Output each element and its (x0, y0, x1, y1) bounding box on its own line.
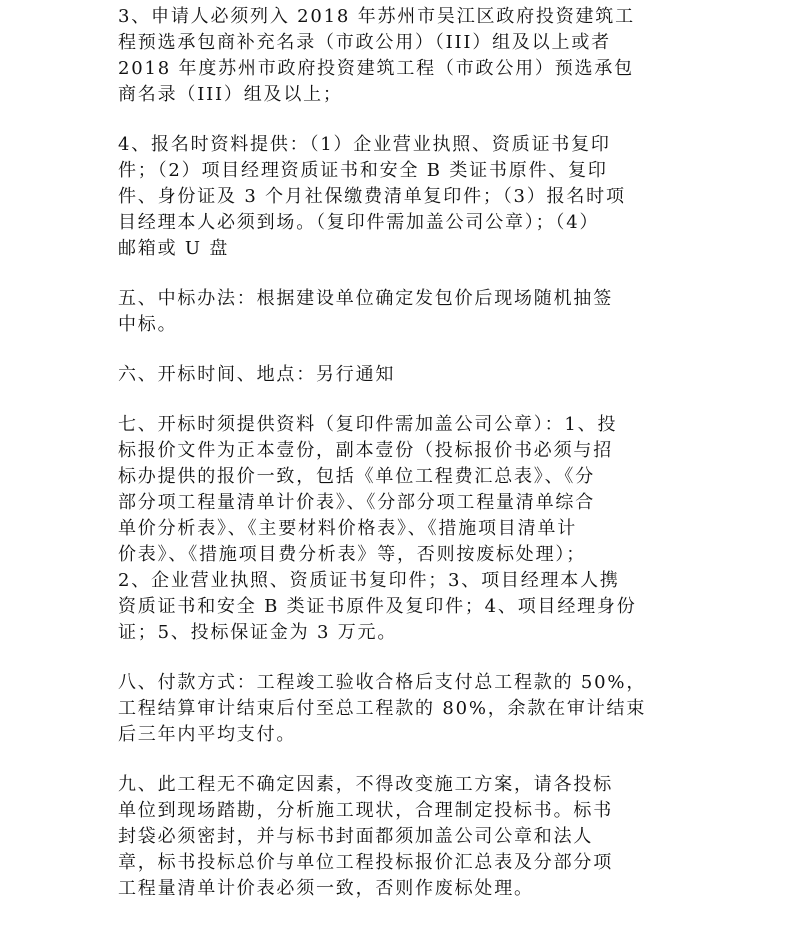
document-page (118, 4, 678, 926)
text-line: 件、身份证及 3 个月社保缴费清单复印件；（3）报名时项 (118, 186, 626, 207)
text-line: 价表》、《措施项目费分析表》等，否则按废标处理）； (118, 544, 586, 565)
text-line: 商名录（III）组及以上； (118, 84, 343, 105)
text-line: 2、企业营业执照、资质证书复印件；3、项目经理本人携 (118, 570, 620, 591)
text-line: 3、申请人必须列入 2018 年苏州市吴江区政府投资建筑工 (118, 6, 635, 27)
paragraph-payment-terms (118, 670, 678, 748)
text-line: 五、中标办法：根据建设单位确定发包价后现场随机抽签 (118, 288, 613, 309)
text-line: 工程结算审计结束后付至总工程款的 80%，余款在审计结束 (118, 698, 647, 719)
text-line: 资质证书和安全 B 类证书原件及复印件；4、项目经理身份 (118, 596, 637, 617)
text-line: 单位到现场踏勘，分析施工现状，合理制定投标书。标书 (118, 800, 613, 821)
paragraph-opening-time-place (118, 362, 678, 388)
text-line: 九、此工程无不确定因素，不得改变施工方案，请各投标 (118, 774, 613, 795)
paragraph-award-method (118, 286, 678, 338)
paragraph-registration-materials (118, 132, 678, 262)
text-line: 中标。 (118, 314, 178, 335)
text-line: 单价分析表》、《主要材料价格表》、《措施项目清单计 (118, 518, 577, 539)
text-line: 标报价文件为正本壹份，副本壹份（投标报价书必须与招 (118, 440, 613, 461)
text-line: 六、开标时间、地点：另行通知 (118, 364, 396, 385)
paragraph-site-notes (118, 772, 678, 902)
text-line: 目经理本人必须到场。（复印件需加盖公司公章）；（4） (118, 212, 600, 233)
text-line: 封袋必须密封，并与标书封面都须加盖公司公章和法人 (118, 826, 594, 847)
text-line: 邮箱或 U 盘 (118, 238, 230, 259)
text-line: 件；（2）项目经理资质证书和安全 B 类证书原件、复印 (118, 160, 608, 181)
text-line: 工程量清单计价表必须一致，否则作废标处理。 (118, 878, 534, 899)
text-line: 证；5、投标保证金为 3 万元。 (118, 622, 398, 643)
paragraph-applicant-qualification (118, 4, 678, 108)
text-line: 七、开标时须提供资料（复印件需加盖公司公章）：1、投 (118, 414, 618, 435)
text-line: 4、报名时资料提供：（1）企业营业执照、资质证书复印 (118, 134, 611, 155)
text-line: 标办提供的报价一致，包括《单位工程费汇总表》、《分 (118, 466, 595, 487)
text-line: 2018 年度苏州市政府投资建筑工程（市政公用）预选承包 (118, 58, 634, 79)
text-line: 程预选承包商补充名录（市政公用）（III）组及以上或者 (118, 32, 611, 53)
paragraph-opening-documents (118, 412, 678, 646)
text-line: 部分项工程量清单计价表》、《分部分项工程量清单综合 (118, 492, 595, 513)
text-line: 八、付款方式：工程竣工验收合格后支付总工程款的 50%， (118, 672, 647, 693)
text-line: 章，标书投标总价与单位工程投标报价汇总表及分部分项 (118, 852, 613, 873)
text-line: 后三年内平均支付。 (118, 724, 297, 745)
